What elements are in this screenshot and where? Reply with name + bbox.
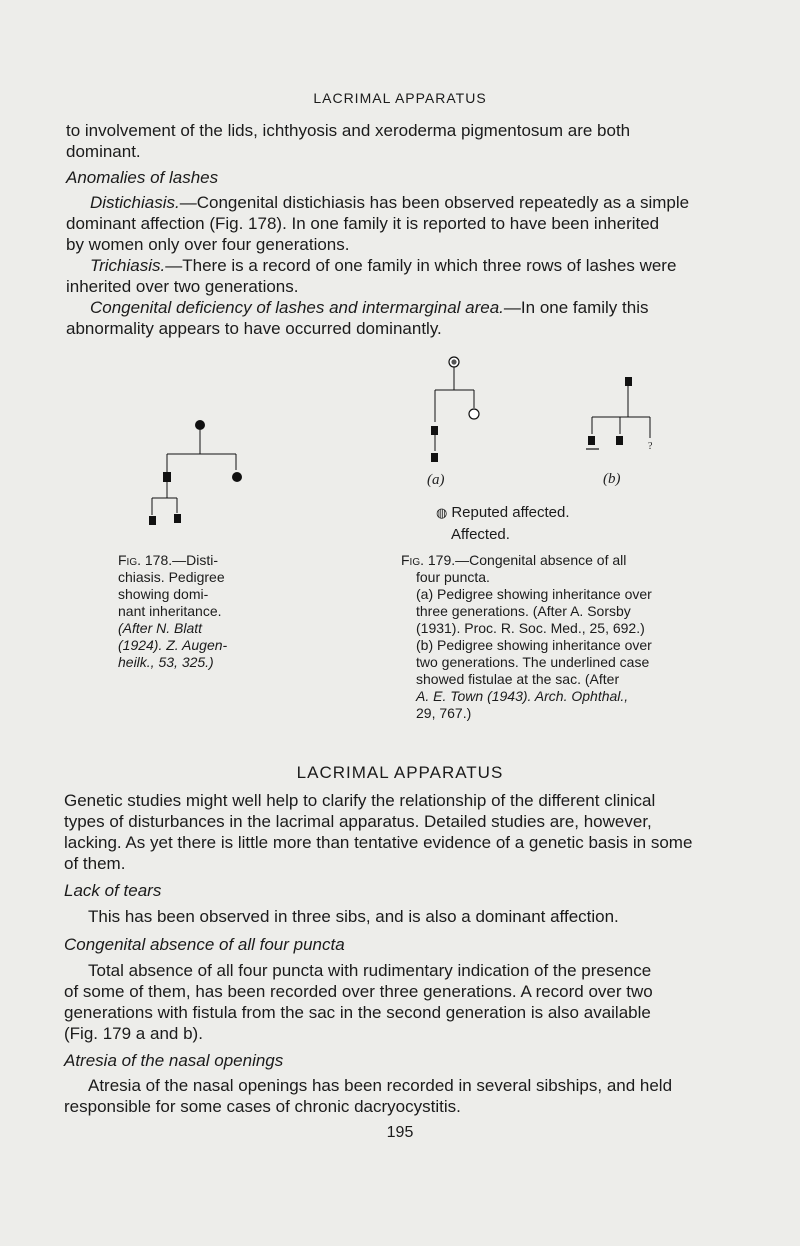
distichiasis-line-2: dominant affection (Fig. 178). In one family it is reported to have been inherited bbox=[66, 214, 660, 233]
puncta-line-2: of some of them, has been recorded over three generations. A record over two bbox=[64, 982, 653, 1001]
atresia-line-2: responsible for some cases of chronic dacryocystitis. bbox=[64, 1097, 461, 1116]
fig179-caption-line-5: (1931). Proc. R. Soc. Med., 25, 692.) bbox=[416, 620, 645, 636]
trichiasis-line-2: inherited over two generations. bbox=[66, 277, 299, 296]
pedigree-affected-male bbox=[625, 377, 632, 386]
lacrimal-line-2: types of disturbances in the lacrimal apparatus. Detailed studies are, however, bbox=[64, 812, 652, 831]
fig178-caption-text-1: 178.—Disti- bbox=[141, 552, 219, 568]
fig179-caption bbox=[401, 552, 721, 722]
fig178-caption-line-1 bbox=[118, 552, 298, 569]
deficiency-text-1: —In one family this bbox=[503, 298, 649, 317]
unknown-status-question: ? bbox=[648, 441, 653, 452]
distichiasis-text-1: —Congenital distichiasis has been observed repeatedly as a simple bbox=[179, 193, 690, 212]
atresia-paragraph bbox=[64, 1075, 764, 1117]
fig179-caption-line-8: showed fistulae at the sac. (After bbox=[416, 671, 620, 687]
fig178-caption bbox=[118, 552, 298, 671]
intro-paragraph bbox=[66, 120, 746, 162]
fig178-caption-line-7: heilk., 53, 325.) bbox=[118, 654, 214, 670]
fig178-caption-line-2: chiasis. Pedigree bbox=[118, 569, 225, 585]
puncta-heading: Congenital absence of all four puncta bbox=[64, 935, 345, 954]
atresia-heading: Atresia of the nasal openings bbox=[64, 1051, 284, 1070]
pedigree-affected-male bbox=[588, 436, 595, 445]
pedigree-affected-male bbox=[616, 436, 623, 445]
tears-line-1: This has been observed in three sibs, and is also a dominant affection. bbox=[88, 907, 619, 926]
fig179-caption-line-1 bbox=[401, 552, 721, 569]
pedigree-affected-male bbox=[431, 426, 438, 435]
distichiasis-line-1 bbox=[66, 192, 756, 213]
fig179-pedigrees bbox=[405, 348, 675, 496]
legend-reputed-text: Reputed affected. bbox=[451, 504, 570, 521]
pedigree-affected-female bbox=[232, 472, 242, 482]
fig179-caption-line-9: A. E. Town (1943). Arch. Ophthal., bbox=[416, 688, 629, 704]
fig179-caption-line-7: two generations. The underlined case bbox=[416, 654, 650, 670]
distichiasis-title: Distichiasis. bbox=[90, 193, 180, 212]
fig179-caption-line-10: 29, 767.) bbox=[416, 705, 472, 721]
pedigree-reputed-fill bbox=[451, 359, 456, 364]
section-title-lacrimal: LACRIMAL APPARATUS bbox=[296, 763, 504, 782]
lacrimal-line-4: of them. bbox=[64, 854, 126, 873]
anomalies-heading: Anomalies of lashes bbox=[66, 168, 219, 187]
puncta-paragraph bbox=[64, 960, 764, 1044]
page-number: 195 bbox=[386, 1124, 414, 1141]
lacrimal-intro bbox=[64, 790, 764, 874]
fig179-caption-line-3: (a) Pedigree showing inheritance over bbox=[416, 586, 652, 602]
puncta-line-3: generations with fistula from the sac in the second generation is also available bbox=[64, 1003, 651, 1022]
fig178-pedigree bbox=[140, 412, 260, 537]
fig178-caption-line-6: (1924). Z. Augen- bbox=[118, 637, 228, 653]
fig179-legend bbox=[436, 502, 570, 546]
fig179-caption-line-2: four puncta. bbox=[416, 569, 490, 585]
distichiasis-line-3: by women only over four generations. bbox=[66, 235, 350, 254]
pedigree-unaffected-female bbox=[469, 409, 479, 419]
legend-affected bbox=[436, 524, 570, 546]
pedigree-affected-male bbox=[149, 516, 156, 525]
deficiency-title: Congenital deficiency of lashes and intermarginal area. bbox=[90, 298, 504, 317]
legend-affected-text: Affected. bbox=[451, 526, 510, 543]
fig179-label-a: (a) bbox=[427, 472, 445, 488]
fig178-caption-line-5: (After N. Blatt bbox=[118, 620, 203, 636]
fig178-prefix: Fig. bbox=[118, 552, 141, 568]
intro-line-1: to involvement of the lids, ichthyosis and xeroderma pigmentosum are both bbox=[66, 121, 631, 140]
pedigree-affected-male bbox=[431, 453, 438, 462]
fig179-caption-line-6: (b) Pedigree showing inheritance over bbox=[416, 637, 652, 653]
deficiency-line-2: abnormality appears to have occurred dominantly. bbox=[66, 319, 442, 338]
puncta-line-1: Total absence of all four puncta with rudimentary indication of the presence bbox=[88, 961, 652, 980]
fig179-caption-text-1: 179.—Congenital absence of all bbox=[424, 552, 627, 568]
pedigree-affected-male bbox=[174, 514, 181, 523]
deficiency-line-1 bbox=[66, 297, 756, 318]
fig178-caption-line-3: showing domi- bbox=[118, 586, 209, 602]
lacrimal-line-3: lacking. As yet there is little more than tentative evidence of a genetic basis in some bbox=[64, 833, 693, 852]
fig179-prefix: Fig. bbox=[401, 552, 424, 568]
fig179-caption-line-4: three generations. (After A. Sorsby bbox=[416, 603, 631, 619]
reputed-symbol-icon: ◍ bbox=[436, 505, 448, 520]
trichiasis-title: Trichiasis. bbox=[90, 256, 166, 275]
legend-reputed bbox=[436, 502, 570, 524]
running-header: LACRIMAL APPARATUS bbox=[313, 90, 487, 106]
anomalies-paragraphs bbox=[66, 192, 756, 339]
fig178-caption-line-4: nant inheritance. bbox=[118, 603, 222, 619]
lacrimal-line-1: Genetic studies might well help to clarify the relationship of the different clinical bbox=[64, 791, 656, 810]
pedigree-affected-male bbox=[163, 472, 171, 482]
fig179-label-b: (b) bbox=[603, 471, 621, 487]
trichiasis-line-1 bbox=[66, 255, 756, 276]
puncta-line-4: (Fig. 179 a and b). bbox=[64, 1024, 203, 1043]
pedigree-affected-female bbox=[195, 420, 205, 430]
atresia-line-1: Atresia of the nasal openings has been recorded in several sibships, and held bbox=[88, 1076, 673, 1095]
tears-heading: Lack of tears bbox=[64, 881, 162, 900]
intro-line-2: dominant. bbox=[66, 142, 141, 161]
trichiasis-text-1: —There is a record of one family in which three rows of lashes were bbox=[165, 256, 677, 275]
